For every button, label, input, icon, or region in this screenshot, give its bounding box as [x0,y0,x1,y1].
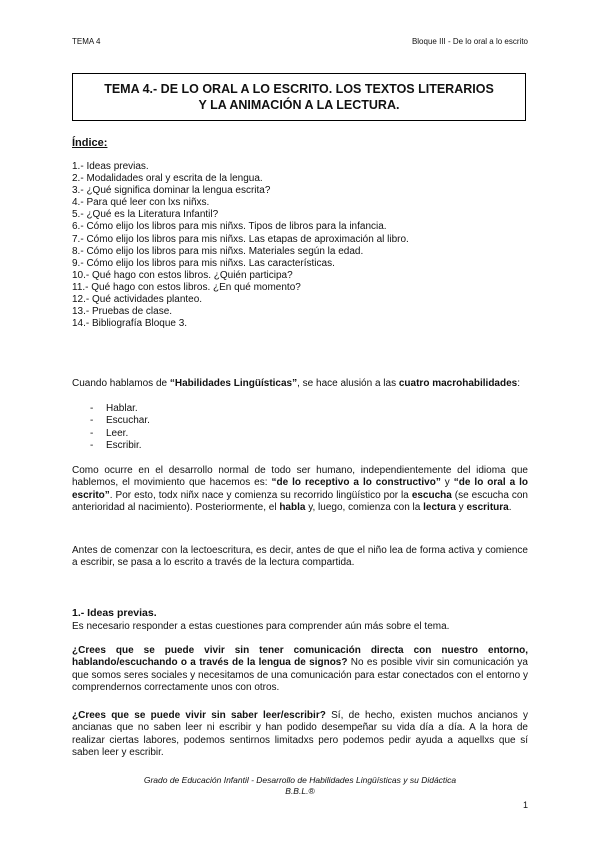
skill-item: - Escribir. [90,439,142,451]
index-item: 11.- Qué hago con estos libros. ¿En qué momento? [72,281,301,293]
index-item: 7.- Cómo elijo los libros para mis niñxs. Las etapas de aproximación al libro. [72,233,409,245]
skill-label: Escuchar. [106,415,150,427]
index-item: 4.- Para qué leer con lxs niñxs. [72,197,210,209]
skill-label: Hablar. [106,403,138,414]
index-item: 1.- Ideas previas. [72,161,149,172]
intro-text: : [517,378,521,389]
para-text: y [440,477,454,489]
para-text: Como ocurre en el desarrollo normal de todo ser humano, independientemente del idioma que hablemos, el movimiento que hacemos es: [72,465,528,489]
para-bold: “de lo receptivo a lo constructivo” [271,477,441,489]
development-paragraph [72,465,528,514]
intro-text: , se hace alusión a las [297,378,399,389]
question-2-paragraph [72,710,528,759]
skill-label: Leer. [106,427,129,439]
index-label: Índice: [72,137,108,149]
skills-list [90,403,150,452]
para-text: . [508,501,512,513]
index-item: 9.- Cómo elijo los libros para mis niñxs. Las características. [72,257,335,269]
title-line-2: Y LA ANIMACIÓN A LA LECTURA. [198,98,400,112]
index-item: 3.- ¿Qué significa dominar la lengua escrita? [72,185,271,197]
footer-line-1: Grado de Educación Infantil - Desarrollo de Habilidades Lingüísticas y su Didáctica [143,775,457,785]
index-item: 6.- Cómo elijo los libros para mis niñxs. Tipos de libros para la infancia. [72,221,387,233]
lectoescritura-paragraph: Antes de comenzar con la lectoescritura, es decir, antes de que el niño lea de forma activa y comience a escribir, se pasa a lo escrito a través de la lectura compartida. [72,545,528,569]
para-bold: habla [279,501,306,513]
skill-item: - Leer. [90,427,129,439]
header-left: TEMA 4 [72,37,101,46]
intro-text: Cuando hablamos de [72,378,170,389]
section-lead: Es necesario responder a estas cuestiones para comprender aún más sobre el tema. [72,621,450,632]
para-bold: lectura [423,501,456,513]
intro-bold-term: “Habilidades Lingüísticas” [169,378,298,389]
section-title: 1.- Ideas previas. [72,607,157,619]
index-item: 13.- Pruebas de clase. [72,306,173,318]
skill-label: Escribir. [106,439,142,451]
page-number: 1 [522,800,528,810]
para-text: y, luego, comienza con la [305,501,424,513]
para-text: (se escucha con anterioridad al nacimiento). Posteriormente, el [72,489,528,513]
index-list [72,161,409,330]
index-item: 14.- Bibliografía Bloque 3. [72,318,188,330]
answer-2: Sí, de hecho, existen muchos ancianos y ancianas que no saben leer ni escribir y han podido desempeñar su vida día a día. A la hora de realizar ciertas labores, podemos sentirnos limitadxs pero podemos pedir ayuda a aquellxs que sí saben leer y escribir. [72,710,528,758]
question-2: ¿Crees que se puede vivir sin saber leer/escribir? [72,710,326,721]
para-bold: escritura [466,501,509,513]
footer-line-2: B.B.L.® [285,786,315,796]
question-1: ¿Crees que se puede vivir sin tener comunicación directa con nuestro entorno, hablando/escuchando o a través de la lengua de signos? [72,645,528,669]
header-right: Bloque III - De lo oral a lo escrito [411,37,528,46]
footer [72,775,528,797]
para-bold: “de lo oral a lo escrito” [72,477,529,501]
skill-item: - Hablar. [90,403,138,414]
answer-1: No es posible vivir sin comunicación ya que somos seres sociales y necesitamos de una comunicación para estar conectados con el entorno y comprendernos correctamente unos con otros. [72,657,528,693]
skill-item: - Escuchar. [90,415,150,427]
para-bold: escucha [411,489,452,501]
title-box [72,73,526,121]
para-text: . Por esto, todx niñx nace y comienza su recorrido lingüístico por la [109,489,412,501]
index-item: 5.- ¿Qué es la Literatura Infantil? [72,209,219,221]
index-item: 2.- Modalidades oral y escrita de la lengua. [72,173,263,185]
index-item: 12.- Qué actividades planteo. [72,294,203,306]
para-text: y [455,501,467,513]
question-1-paragraph [72,645,528,694]
index-item: 8.- Cómo elijo los libros para mis niñxs. Materiales según la edad. [72,245,364,257]
title-line-1: TEMA 4.- DE LO ORAL A LO ESCRITO. LOS TEXTOS LITERARIOS [104,82,494,96]
intro-bold-term: cuatro macrohabilidades [398,378,518,389]
intro-paragraph [72,378,528,390]
index-item: 10.- Qué hago con estos libros. ¿Quién participa? [72,269,293,281]
